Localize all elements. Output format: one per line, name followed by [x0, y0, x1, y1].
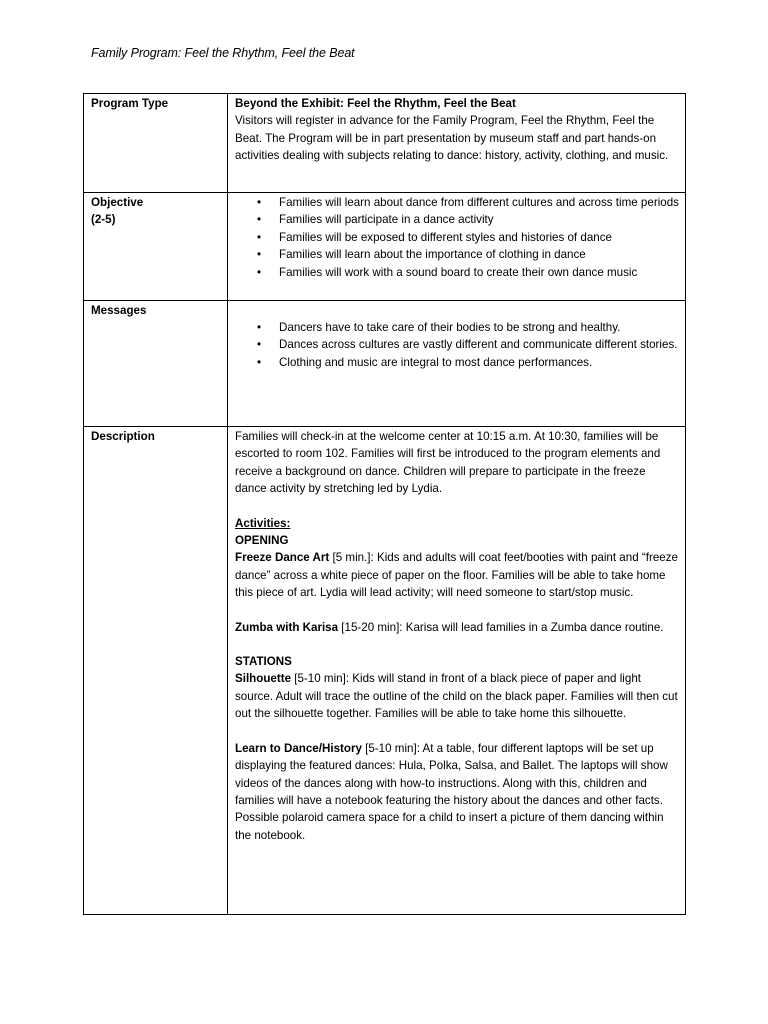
spacer [235, 723, 679, 740]
list-item: • Families will learn about dance from different cultures and across time periods [279, 194, 679, 211]
list-item: • Dancers have to take care of their bodies to be strong and healthy. [279, 319, 679, 336]
document-header: Family Program: Feel the Rhythm, Feel the Beat [91, 46, 355, 60]
label-messages [84, 301, 228, 427]
messages-list [235, 319, 679, 371]
program-title: Beyond the Exhibit: Feel the Rhythm, Feel the Beat [235, 97, 516, 110]
label-program-type-text: Program Type [91, 97, 169, 110]
label-messages-text: Messages [91, 304, 147, 317]
label-description-text: Description [91, 430, 155, 443]
description-intro: Families will check-in at the welcome center at 10:15 a.m. At 10:30, families will be escorted to room 102. Families will first be introduced to the program elements and receive a background on dance. Children will prepare to participate in the freeze dance activity by stretching led by Lydia. [235, 430, 661, 496]
spacer [235, 302, 679, 319]
program-table [83, 93, 686, 915]
zumba-name: Zumba with Karisa [235, 620, 339, 634]
label-objective-text: Objective [91, 196, 144, 209]
content-messages [228, 301, 686, 427]
label-objective-sub: (2-5) [91, 213, 116, 227]
spacer [235, 498, 679, 515]
row-objective [84, 193, 686, 301]
row-program-type [84, 94, 686, 193]
list-item: • Families will learn about the importance of clothing in dance [279, 246, 679, 263]
list-item: • Families will participate in a dance activity [279, 211, 679, 228]
label-description [84, 427, 228, 915]
learn-text: : At a table, four different laptops will be set up displaying the featured dances: Hula, Polka, Salsa, and Ballet. The laptops will show videos of the dances along with how-to instructions. Along with this, children and families will have a notebook featuring the history about the dances and other facts. Possible polaroid camera space for a child to insert a picture of them dancing within the notebook. [235, 741, 668, 842]
stations-heading: STATIONS [235, 655, 292, 669]
freeze-dance-paragraph [235, 549, 679, 601]
label-objective [84, 193, 228, 301]
freeze-dance-name: Freeze Dance Art [235, 551, 330, 565]
program-type-text: Visitors will register in advance for the Family Program, Feel the Rhythm, Feel the Beat. The Program will be in part presentation by museum staff and part hands-on activities dealing with subjects relating to dance: history, activity, clothing, and music. [235, 114, 669, 163]
silhouette-paragraph [235, 670, 679, 722]
list-item: • Families will be exposed to different styles and histories of dance [279, 229, 679, 246]
activities-heading: Activities: [235, 516, 291, 530]
list-item: • Clothing and music are integral to most dance performances. [279, 354, 679, 371]
silhouette-time: [5-10 min] [291, 672, 346, 686]
zumba-time: [15-20 min] [338, 620, 400, 634]
opening-heading: OPENING [235, 534, 289, 548]
zumba-text: : Karisa will lead families in a Zumba dance routine. [399, 620, 664, 634]
learn-time: [5-10 min] [361, 741, 417, 755]
list-item: • Families will work with a sound board to create their own dance music [279, 264, 679, 281]
spacer [235, 636, 679, 653]
objective-list [235, 194, 679, 281]
silhouette-text: : Kids will stand in front of a black piece of paper and light source. Adult will trace the outline of the child on the black paper. Families will then cut out the silhouette together. Families will be able to take home this silhouette. [235, 672, 678, 721]
silhouette-name: Silhouette [235, 672, 292, 686]
freeze-dance-text: : Kids and adults will coat feet/booties with paint and “freeze dance” across a white piece of paper on the floor. Families will be able to take home this piece of art. Lydia will lead activity; will need someone to start/stop music. [235, 551, 678, 600]
row-description [84, 427, 686, 915]
zumba-paragraph [235, 619, 679, 636]
content-objective [228, 193, 686, 301]
freeze-dance-time: [5 min.] [329, 551, 371, 565]
label-program-type [84, 94, 228, 193]
learn-name: Learn to Dance/History [235, 741, 362, 755]
list-item: • Dances across cultures are vastly different and communicate different stories. [279, 336, 679, 353]
content-description [228, 427, 686, 915]
row-messages [84, 301, 686, 427]
learn-paragraph [235, 740, 679, 844]
spacer [235, 602, 679, 619]
content-program-type [228, 94, 686, 193]
